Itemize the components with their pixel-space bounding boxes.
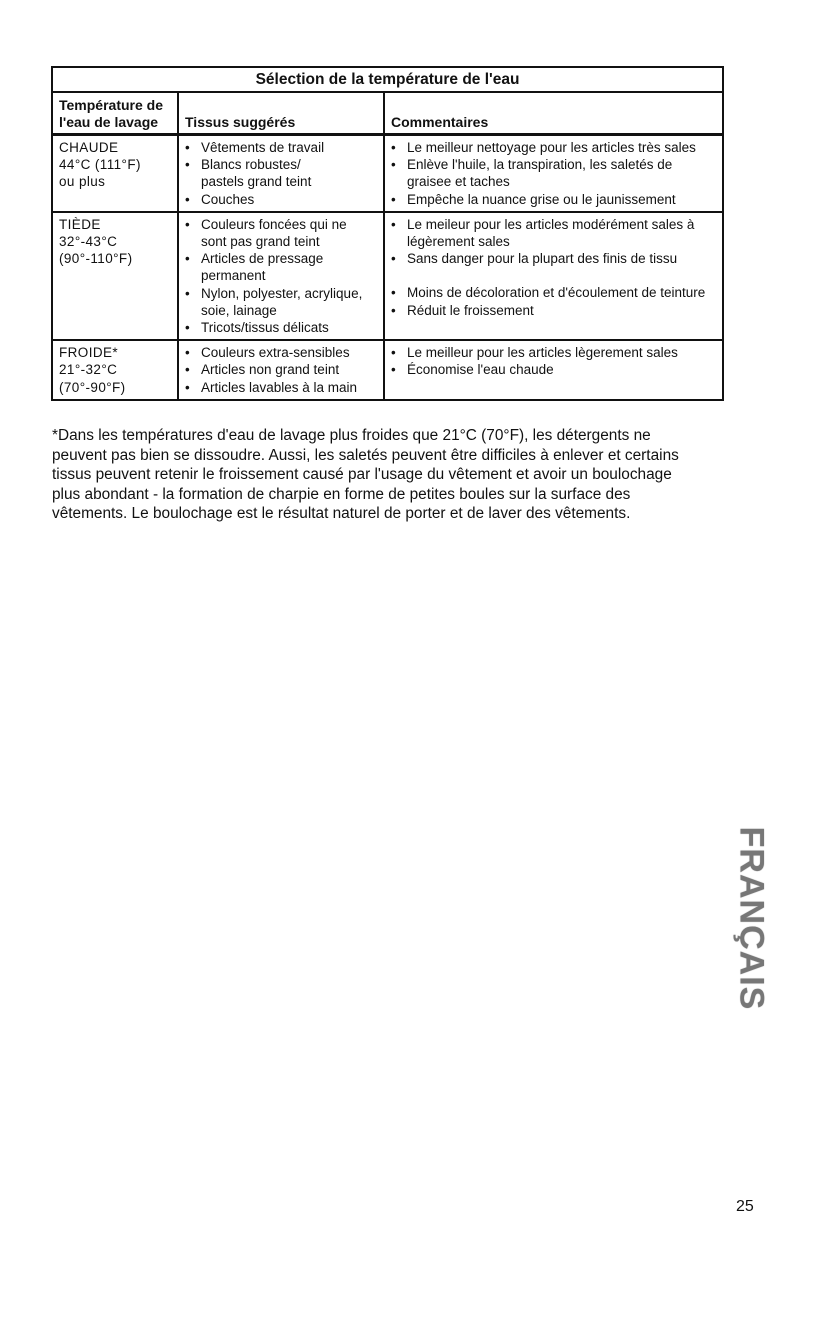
text-line: FROIDE*: [59, 345, 119, 361]
text-line: tissus peuvent retenir le froissement causé par l'usage du vêtement et avoir un boulochage: [52, 466, 672, 484]
bullet-item: • Tricots/tissus délicats: [185, 319, 377, 336]
text-line: vêtements. Le boulochage est le résultat naturel de porter et de laver des vêtements.: [52, 505, 631, 523]
bullet-item: • Vêtements de travail: [185, 139, 377, 156]
cell-comments: [384, 212, 723, 340]
bullet-item: • Articles lavables à la main: [185, 379, 377, 396]
cell-temperature: [52, 340, 178, 400]
bullet-continuation: sont pas grand teint: [201, 234, 320, 250]
cell-temperature: [52, 135, 178, 212]
bullet-item: • Articles de pressage: [185, 250, 377, 267]
bullet-item: • Économise l'eau chaude: [391, 361, 716, 378]
cell-fabrics: [178, 340, 384, 400]
footnote: [47, 426, 747, 524]
water-temperature-table: [51, 66, 724, 401]
table-header-row: [52, 92, 723, 135]
text-line: ou plus: [59, 174, 106, 190]
bullet-item: • Le meileur pour les articles modérément sales à: [391, 216, 716, 233]
text-line: TIÈDE: [59, 216, 101, 232]
table-title: Sélection de la température de l'eau: [52, 67, 723, 92]
table-row-cold: [52, 340, 723, 400]
bullet-item: • Réduit le froissement: [391, 302, 716, 319]
bullet-continuation: légèrement sales: [407, 234, 510, 250]
text-line: 32°-43°C: [59, 234, 118, 250]
bullet-item: • Couleurs foncées qui ne: [185, 216, 377, 233]
bullet-continuation: permanent: [201, 268, 266, 284]
spacer: [391, 267, 716, 284]
text-line: 21°-32°C: [59, 362, 118, 378]
temperature-table-container: [51, 66, 722, 401]
header-comments: Commentaires: [384, 92, 723, 135]
text-line: (70°-90°F): [59, 379, 126, 395]
cell-comments: [384, 135, 723, 212]
language-label: FRANÇAIS: [732, 826, 771, 1010]
bullet-item: • Nylon, polyester, acrylique,: [185, 285, 377, 302]
bullet-item: • Empêche la nuance grise ou le jaunissement: [391, 191, 716, 208]
bullet-continuation: pastels grand teint: [201, 174, 312, 190]
text-line: peuvent pas bien se dissoudre. Aussi, les saletés peuvent être difficiles à enlever et certains: [52, 446, 679, 464]
header-temperature-line-1: Température de: [59, 97, 163, 113]
bullet-item: • Le meilleur nettoyage pour les articles très sales: [391, 139, 716, 156]
bullet-item: • Enlève l'huile, la transpiration, les saletés de: [391, 156, 716, 173]
text-line: *Dans les températures d'eau de lavage plus froides que 21°C (70°F), les détergents ne: [52, 427, 651, 444]
bullet-item: • Couleurs extra-sensibles: [185, 344, 377, 361]
cell-fabrics: [178, 212, 384, 340]
bullet-item: • Moins de décoloration et d'écoulement de teinture: [391, 284, 716, 301]
cell-fabrics: [178, 135, 384, 212]
bullet-item: • Articles non grand teint: [185, 361, 377, 378]
header-fabrics: Tissus suggérés: [178, 92, 384, 135]
table-row-warm: [52, 212, 723, 340]
text-line: plus abondant - la formation de charpie en forme de petites boules sur la surface des: [52, 485, 631, 503]
bullet-item: • Blancs robustes/: [185, 156, 377, 173]
bullet-continuation: soie, lainage: [201, 302, 277, 318]
text-line: 44°C (111°F): [59, 157, 141, 173]
header-temperature-line-2: l'eau de lavage: [59, 114, 159, 130]
bullet-item: • Sans danger pour la plupart des finis de tissu: [391, 250, 716, 267]
page-number: 25: [736, 1198, 754, 1215]
bullet-continuation: graisee et taches: [407, 174, 510, 190]
cell-comments: [384, 340, 723, 400]
text-line: (90°-110°F): [59, 251, 133, 267]
header-temperature: [52, 92, 178, 135]
table-row-hot: [52, 135, 723, 212]
cell-temperature: [52, 212, 178, 340]
bullet-item: • Le meilleur pour les articles lègerement sales: [391, 344, 716, 361]
table-title-row: [52, 67, 723, 92]
text-line: CHAUDE: [59, 140, 119, 155]
language-tab: [733, 812, 769, 1024]
footnote-text: [47, 426, 747, 524]
bullet-item: • Couches: [185, 191, 377, 208]
